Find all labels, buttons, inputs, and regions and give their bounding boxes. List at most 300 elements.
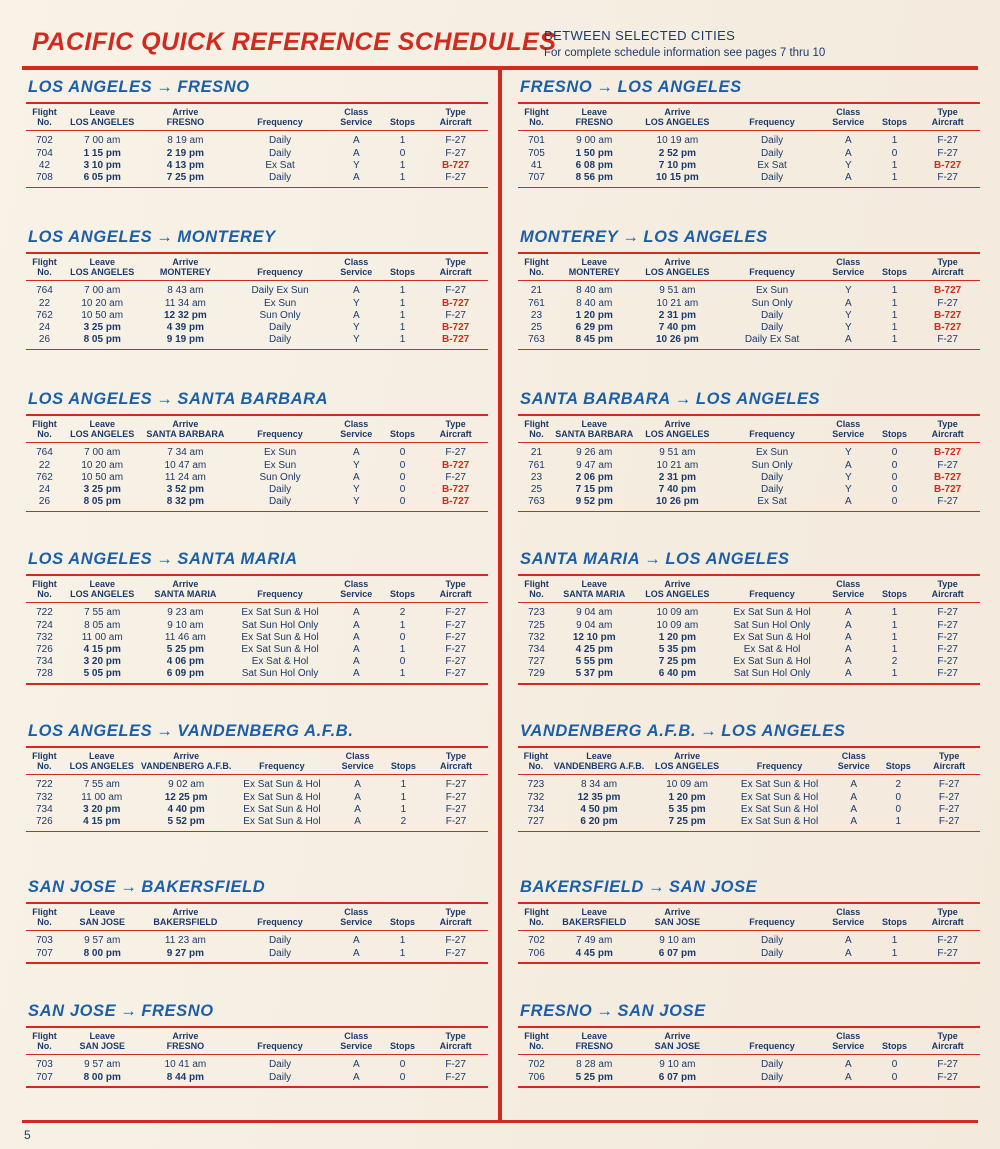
cell-type-aircraft: F-27 [445,1059,466,1071]
cell-flight-no: 734 [528,644,545,655]
cell-class-service: Y [352,297,360,309]
schedule-block-title [520,390,980,409]
cell-frequency: Ex Sun [263,297,297,309]
cell-flight-no: 23 [530,471,543,483]
cell-class-service: A [354,791,361,803]
cell-type-aircraft: B-727 [442,159,470,171]
cell-leave-time: 8 45 pm [575,334,613,346]
col-header-stops: Stops [382,106,424,131]
col-header-frequency: Frequency [721,418,823,443]
col-header-arrive: Arrive LOS ANGELES [633,578,721,603]
cell-flight-no: 705 [528,147,545,159]
table-bottom-rule [518,1086,980,1088]
cell-stops: 0 [399,147,406,159]
col-header-stops: Stops [874,106,916,131]
col-header-arrive: Arrive SAN JOSE [633,906,721,931]
cell-type-aircraft: F-27 [937,496,958,508]
cell-flight-no: 24 [38,322,51,333]
cell-type-aircraft: F-27 [445,631,466,643]
cell-type-aircraft: B-727 [442,459,470,471]
cell-flight-no: 734 [35,803,53,815]
cell-flight-no: 21 [530,285,543,297]
cell-stops: 2 [891,656,898,668]
cell-leave-time: 1 50 pm [575,147,613,159]
direction-arrow-icon: → [156,78,174,96]
cell-flight-no: 763 [528,496,545,508]
table-bottom-rule [26,831,488,833]
table-row [26,459,488,471]
col-header-type-aircraft: Type Aircraft [915,578,980,603]
cell-arrive-time: 11 46 am [164,631,206,643]
cell-frequency: Ex Sat Sun & Hol [740,791,819,803]
cell-class-service: Y [844,447,852,459]
col-header-type-aircraft: Type Aircraft [915,106,980,131]
cell-frequency: Daily [268,935,292,947]
cell-frequency: Sun Only [259,471,301,483]
center-column-divider [498,70,502,1120]
cell-class-service: A [352,631,360,643]
table-row [518,321,980,333]
cell-flight-no: 708 [36,172,53,183]
cell-type-aircraft: B-727 [442,496,470,508]
schedule-table [26,256,488,346]
cell-frequency: Ex Sat Sun & Hol [740,816,819,827]
table-top-rule [518,574,980,576]
cell-arrive-time: 8 43 am [167,285,204,297]
cell-type-aircraft: F-27 [937,172,958,183]
cell-leave-time: 8 00 pm [83,1071,121,1083]
cell-stops: 1 [891,668,898,680]
destination-city: MONTEREY [177,228,276,246]
cell-class-service: A [844,459,852,471]
cell-class-service: Y [352,496,360,508]
col-header-stops: Stops [382,578,424,603]
origin-city: SAN JOSE [28,878,117,896]
cell-type-aircraft: F-27 [937,656,958,668]
cell-flight-no: 732 [528,631,545,643]
col-header-stops: Stops [874,256,916,281]
cell-stops: 0 [399,459,406,471]
cell-arrive-time: 4 40 pm [167,803,205,815]
col-header-frequency: Frequency [229,578,331,603]
cell-type-aircraft: F-27 [937,297,958,309]
cell-class-service: A [844,619,852,631]
cell-leave-time: 7 00 am [84,285,121,297]
table-bottom-rule [26,511,488,513]
table-row [518,281,980,297]
cell-frequency: Ex Sat & Hol [251,656,309,668]
col-header-flight-no: Flight No. [518,418,555,443]
cell-class-service: A [352,935,360,947]
col-header-stops: Stops [383,750,424,775]
cell-frequency: Ex Sat Sun & Hol [733,631,811,643]
table-top-rule [518,414,980,416]
origin-city: BAKERSFIELD [520,878,644,896]
cell-class-service: A [352,947,360,959]
table-row [26,171,488,183]
table-row [518,297,980,309]
col-header-stops: Stops [878,750,918,775]
cell-frequency: Ex Sat [757,496,787,508]
col-header-stops: Stops [874,906,916,931]
cell-type-aircraft: F-27 [445,285,466,297]
col-header-leave: Leave SANTA BARBARA [555,418,634,443]
cell-class-service: A [844,631,852,643]
col-header-flight-no: Flight No. [26,256,63,281]
table-row [26,603,488,619]
direction-arrow-icon: → [647,878,666,896]
table-row [26,281,488,297]
cell-type-aircraft: F-27 [445,935,466,947]
cell-class-service: Y [844,471,852,483]
cell-leave-time: 7 15 pm [575,484,613,495]
cell-frequency: Daily [760,484,784,495]
cell-stops: 1 [399,159,406,171]
col-header-leave: Leave LOS ANGELES [63,750,141,775]
cell-type-aircraft: F-27 [937,147,958,159]
cell-leave-time: 8 34 am [580,779,618,791]
schedule-block [518,550,980,685]
cell-leave-time: 6 20 pm [580,816,618,827]
cell-leave-time: 7 49 am [576,935,613,947]
direction-arrow-icon: → [156,390,174,408]
destination-city: VANDENBERG A.F.B. [177,722,354,740]
table-row [518,496,980,508]
cell-leave-time: 5 25 pm [575,1071,613,1083]
schedule-table [518,418,980,508]
cell-flight-no: 732 [35,791,53,803]
cell-arrive-time: 10 09 am [656,607,699,619]
cell-leave-time: 8 05 pm [83,334,121,346]
table-top-rule [26,252,488,254]
table-row [518,1055,980,1071]
cell-type-aircraft: F-27 [937,668,958,680]
cell-class-service: Y [352,159,360,171]
cell-type-aircraft: F-27 [937,1059,958,1071]
col-header-class-service: Class Service [331,906,382,931]
cell-type-aircraft: F-27 [445,947,466,959]
table-row [518,131,980,147]
cell-flight-no: 23 [530,309,543,321]
cell-stops: 0 [895,803,902,815]
cell-stops: 1 [399,668,406,680]
cell-class-service: A [844,147,852,159]
cell-leave-time: 9 52 pm [575,496,613,508]
schedule-table [26,106,488,184]
cell-leave-time: 8 28 am [576,1059,613,1071]
cell-class-service: Y [352,322,360,333]
cell-class-service: A [844,935,852,947]
cell-stops: 1 [399,135,406,147]
cell-flight-no: 764 [36,447,53,459]
cell-type-aircraft: F-27 [937,1071,958,1083]
cell-flight-no: 707 [36,947,53,959]
cell-arrive-time: 10 21 am [656,297,699,309]
cell-stops: 1 [399,947,406,959]
table-row [26,775,488,791]
cell-arrive-time: 6 07 pm [658,947,696,959]
schedule-table [26,906,488,959]
schedule-block-title [28,550,488,569]
cell-stops: 1 [891,334,898,346]
schedule-block [26,390,488,512]
cell-stops: 0 [399,496,406,508]
cell-type-aircraft: F-27 [445,172,466,183]
cell-frequency: Ex Sat Sun & Hol [243,779,321,791]
cell-frequency: Daily [268,135,292,147]
cell-class-service: A [844,644,852,655]
direction-arrow-icon: → [156,550,174,568]
table-row [518,668,980,680]
col-header-arrive: Arrive BAKERSFIELD [141,906,229,931]
destination-city: LOS ANGELES [665,550,790,568]
cell-type-aircraft: F-27 [937,644,958,655]
table-row [26,159,488,171]
cell-arrive-time: 7 25 pm [668,816,706,827]
origin-city: LOS ANGELES [28,722,153,740]
cell-flight-no: 702 [36,135,53,147]
schedule-block [518,722,980,832]
col-header-arrive: Arrive VANDENBERG A.F.B. [141,750,232,775]
cell-flight-no: 25 [530,484,543,495]
cell-arrive-time: 8 44 pm [166,1071,204,1083]
cell-type-aircraft: F-27 [445,791,467,803]
cell-class-service: A [352,607,360,619]
cell-arrive-time: 1 20 pm [668,791,706,803]
cell-class-service: Y [844,309,852,321]
col-header-flight-no: Flight No. [518,750,554,775]
cell-leave-time: 12 35 pm [577,791,621,803]
cell-class-service: A [844,496,852,508]
col-header-type-aircraft: Type Aircraft [423,1030,488,1055]
cell-arrive-time: 9 23 am [167,607,204,619]
cell-leave-time: 7 00 am [84,447,121,459]
table-row [518,471,980,483]
direction-arrow-icon: → [596,78,614,96]
schedule-block [518,390,980,512]
cell-leave-time: 3 25 pm [83,322,121,333]
cell-stops: 0 [895,791,902,803]
cell-leave-time: 7 55 am [84,607,121,619]
cell-flight-no: 764 [36,285,53,297]
cell-type-aircraft: F-27 [937,619,958,631]
col-header-leave: Leave VANDENBERG A.F.B. [554,750,645,775]
cell-flight-no: 706 [528,1071,545,1083]
cell-class-service: A [850,816,858,827]
cell-arrive-time: 5 25 pm [166,644,204,655]
table-row [518,815,980,827]
cell-arrive-time: 3 52 pm [166,484,204,495]
col-header-frequency: Frequency [721,906,823,931]
cell-stops: 1 [895,816,902,827]
table-row [518,334,980,346]
cell-frequency: Ex Sun [755,447,789,459]
cell-frequency: Sat Sun Hol Only [733,668,811,680]
destination-city: SAN JOSE [669,878,758,896]
col-header-leave: Leave LOS ANGELES [63,106,142,131]
cell-flight-no: 726 [36,644,53,655]
cell-stops: 0 [891,1071,898,1083]
destination-city: LOS ANGELES [721,722,846,740]
cell-leave-time: 8 56 pm [575,172,613,183]
cell-type-aircraft: F-27 [445,135,466,147]
cell-class-service: A [352,644,360,655]
table-top-rule [26,902,488,904]
cell-flight-no: 762 [36,309,53,321]
cell-class-service: A [352,147,360,159]
table-bottom-rule [26,683,488,685]
cell-type-aircraft: B-727 [442,297,470,309]
col-header-arrive: Arrive SANTA MARIA [141,578,229,603]
cell-arrive-time: 2 31 pm [658,309,696,321]
col-header-arrive: Arrive LOS ANGELES [633,256,721,281]
cell-class-service: A [352,309,360,321]
cell-leave-time: 12 10 pm [572,631,616,643]
cell-class-service: A [352,619,360,631]
cell-flight-no: 703 [36,1059,53,1071]
cell-flight-no: 734 [527,803,545,815]
col-header-type-aircraft: Type Aircraft [423,256,488,281]
cell-stops: 1 [891,172,898,183]
cell-arrive-time: 9 10 am [167,619,204,631]
schedule-block [26,1002,488,1088]
destination-city: SANTA MARIA [177,550,298,568]
cell-type-aircraft: F-27 [937,459,958,471]
schedule-block [26,722,488,832]
table-row [26,147,488,159]
cell-flight-no: 761 [528,459,545,471]
table-row [518,803,980,815]
schedule-block-title [28,722,488,741]
table-bottom-rule [26,349,488,351]
cell-frequency: Ex Sat Sun & Hol [241,631,319,643]
cell-class-service: Y [352,484,360,495]
col-header-leave: Leave LOS ANGELES [63,578,142,603]
cell-class-service: A [844,668,852,680]
col-header-class-service: Class Service [823,1030,874,1055]
col-header-class-service: Class Service [823,418,874,443]
col-header-frequency: Frequency [721,578,823,603]
table-bottom-rule [518,349,980,351]
col-header-flight-no: Flight No. [26,418,63,443]
cell-stops: 0 [399,1071,406,1083]
col-header-flight-no: Flight No. [518,1030,555,1055]
col-header-flight-no: Flight No. [518,578,555,603]
cell-stops: 0 [891,459,898,471]
cell-stops: 1 [399,322,406,333]
cell-flight-no: 42 [38,159,51,171]
cell-frequency: Daily [268,484,292,495]
masthead-title: PACIFIC QUICK REFERENCE SCHEDULES [32,28,557,56]
table-row [26,619,488,631]
cell-stops: 1 [891,619,898,631]
cell-arrive-time: 11 34 am [164,297,206,309]
cell-leave-time: 10 20 am [81,459,124,471]
cell-type-aircraft: B-727 [934,159,962,171]
col-header-stops: Stops [382,1030,424,1055]
cell-frequency: Daily [760,135,784,147]
cell-type-aircraft: B-727 [442,322,470,333]
cell-arrive-time: 5 52 pm [167,816,205,827]
cell-flight-no: 763 [528,334,545,346]
cell-frequency: Daily [760,935,784,947]
cell-arrive-time: 7 40 pm [658,484,696,495]
schedule-table [26,418,488,508]
table-row [518,619,980,631]
schedule-table [26,750,488,828]
cell-class-service: A [844,1071,852,1083]
origin-city: LOS ANGELES [28,390,153,408]
col-header-type-aircraft: Type Aircraft [915,418,980,443]
cell-flight-no: 706 [528,947,545,959]
col-header-class-service: Class Service [823,106,874,131]
cell-type-aircraft: F-27 [938,791,960,803]
cell-leave-time: 8 00 pm [83,947,121,959]
cell-leave-time: 4 15 pm [83,644,121,655]
col-header-type-aircraft: Type Aircraft [423,106,488,131]
cell-stops: 1 [891,285,898,297]
cell-arrive-time: 8 19 am [167,135,204,147]
cell-type-aircraft: B-727 [934,309,962,321]
table-row [518,643,980,655]
schedule-block-title [520,878,980,897]
cell-leave-time: 5 05 pm [83,668,121,680]
cell-arrive-time: 2 31 pm [658,471,696,483]
cell-flight-no: 723 [528,607,545,619]
cell-flight-no: 703 [36,935,53,947]
cell-frequency: Ex Sat Sun & Hol [243,816,321,827]
cell-arrive-time: 7 34 am [167,447,204,459]
cell-flight-no: 722 [35,779,53,791]
cell-frequency: Sat Sun Hol Only [241,668,319,680]
cell-stops: 1 [891,947,898,959]
origin-city: SAN JOSE [28,1002,117,1020]
cell-type-aircraft: B-727 [442,334,470,346]
col-header-stops: Stops [382,418,424,443]
col-header-class-service: Class Service [823,256,874,281]
cell-arrive-time: 9 19 pm [166,334,204,346]
page-header [22,26,978,60]
schedule-block-title [28,1002,488,1021]
schedule-block [518,878,980,964]
cell-leave-time: 8 05 am [84,619,121,631]
cell-stops: 0 [399,471,406,483]
schedule-table [518,578,980,680]
cell-frequency: Daily [268,322,292,333]
cell-type-aircraft: B-727 [934,484,962,495]
cell-flight-no: 22 [38,459,51,471]
schedule-block [26,550,488,685]
cell-frequency: Daily [760,309,784,321]
cell-arrive-time: 9 02 am [168,779,205,791]
col-header-frequency: Frequency [721,1030,823,1055]
col-header-stops: Stops [382,906,424,931]
cell-stops: 0 [399,1059,406,1071]
cell-type-aircraft: F-27 [445,1071,466,1083]
col-header-frequency: Frequency [229,906,331,931]
col-header-flight-no: Flight No. [518,106,555,131]
schedule-block [518,1002,980,1088]
cell-type-aircraft: F-27 [445,803,467,815]
cell-flight-no: 732 [36,631,53,643]
schedule-table [518,106,980,184]
cell-type-aircraft: B-727 [934,471,962,483]
cell-leave-time: 1 20 pm [575,309,613,321]
schedule-block-title [28,78,488,97]
destination-city: SAN JOSE [617,1002,706,1020]
col-header-flight-no: Flight No. [518,906,555,931]
col-header-frequency: Frequency [730,750,829,775]
